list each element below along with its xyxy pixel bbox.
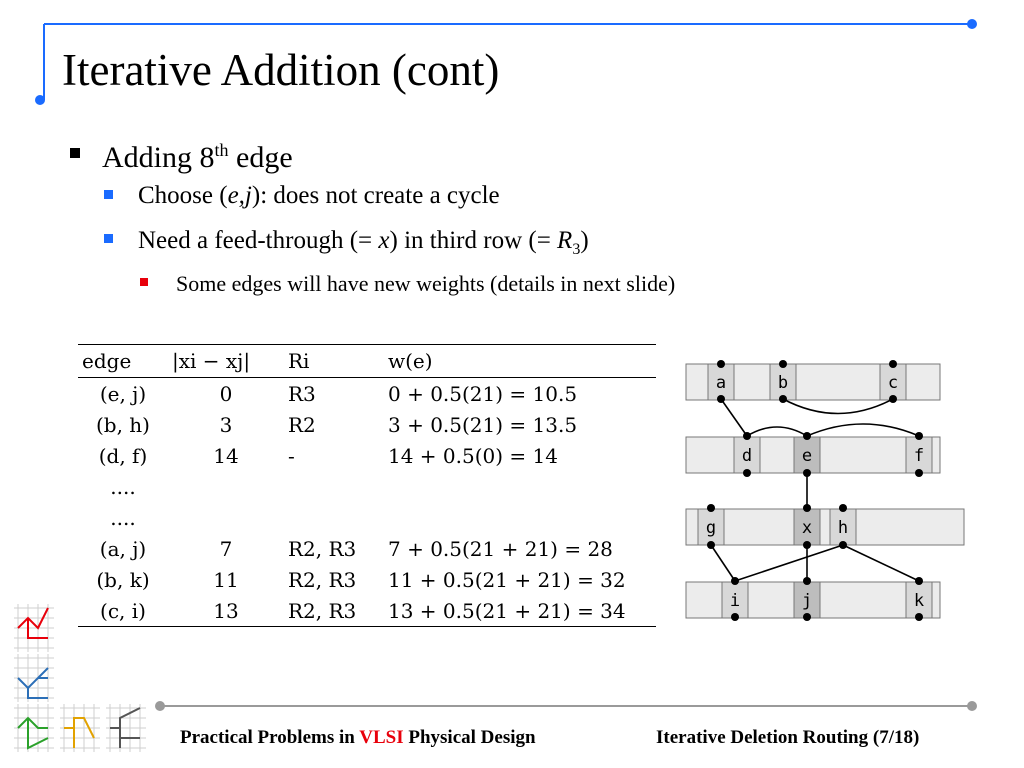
label-c: c [887, 373, 899, 393]
table-row: (e, j) 0 R3 0 + 0.5(21) = 10.5 [99, 381, 578, 406]
label-d: d [741, 446, 753, 466]
label-x: x [801, 518, 813, 538]
wire-b-c [783, 399, 893, 414]
cell-row-3 [686, 509, 964, 545]
header-distance: |xi − xj| [168, 345, 284, 378]
wire-e-f [807, 424, 919, 436]
table-row: .... [110, 505, 136, 530]
label-k: k [913, 591, 925, 611]
wire-h-k [843, 545, 919, 581]
slide-title: Iterative Addition (cont) [62, 45, 500, 95]
header-weight: w(e) [384, 345, 656, 378]
course-logo [8, 600, 158, 760]
bullet-adding-edge: Adding 8th edge [102, 140, 293, 174]
table-row: (c, i) 13 R2, R3 13 + 0.5(21 + 21) = 34 [78, 595, 656, 627]
footer-course-title: Practical Problems in VLSI Physical Design [180, 727, 536, 748]
wire-a-d [721, 399, 747, 436]
table-row: (a, j) 7 R2, R3 7 + 0.5(21 + 21) = 28 [99, 536, 613, 561]
wire-g-i [711, 545, 735, 581]
bullet-square-icon [70, 148, 80, 158]
header-edge: edge [78, 345, 168, 378]
footer-rule [150, 698, 980, 714]
label-h: h [837, 518, 849, 538]
routing-diagram [680, 355, 970, 630]
bullet-feed-through: Need a feed-through (= x) in third row (= $R_3$) [138, 227, 589, 258]
wire-h-i [735, 545, 843, 581]
edge-weight-table [78, 344, 656, 627]
wire-d-e [747, 427, 807, 436]
bullet-square-icon [140, 278, 148, 286]
bullet-square-icon [104, 234, 113, 243]
label-i: i [729, 591, 741, 611]
bullet-choose-edge: Choose (e,j): does not create a cycle [138, 182, 500, 209]
label-j: j [801, 591, 813, 611]
bullet-square-icon [104, 190, 113, 199]
header-row: Ri [284, 345, 384, 378]
bullet-new-weights: Some edges will have new weights (details in next slide) [176, 271, 676, 296]
label-a: a [715, 373, 727, 393]
label-f: f [913, 446, 925, 466]
label-e: e [801, 446, 813, 466]
label-b: b [777, 373, 789, 393]
table-header-row [78, 345, 656, 378]
table-row: (b, h) 3 R2 3 + 0.5(21) = 13.5 [95, 412, 578, 437]
label-g: g [705, 518, 717, 538]
table-row: .... [110, 474, 136, 499]
table-row: (d, f) 14 - 14 + 0.5(0) = 14 [98, 443, 558, 468]
table-row: (b, k) 11 R2, R3 11 + 0.5(21 + 21) = 32 [96, 567, 626, 592]
footer-section-title: Iterative Deletion Routing (7/18) [656, 727, 920, 748]
